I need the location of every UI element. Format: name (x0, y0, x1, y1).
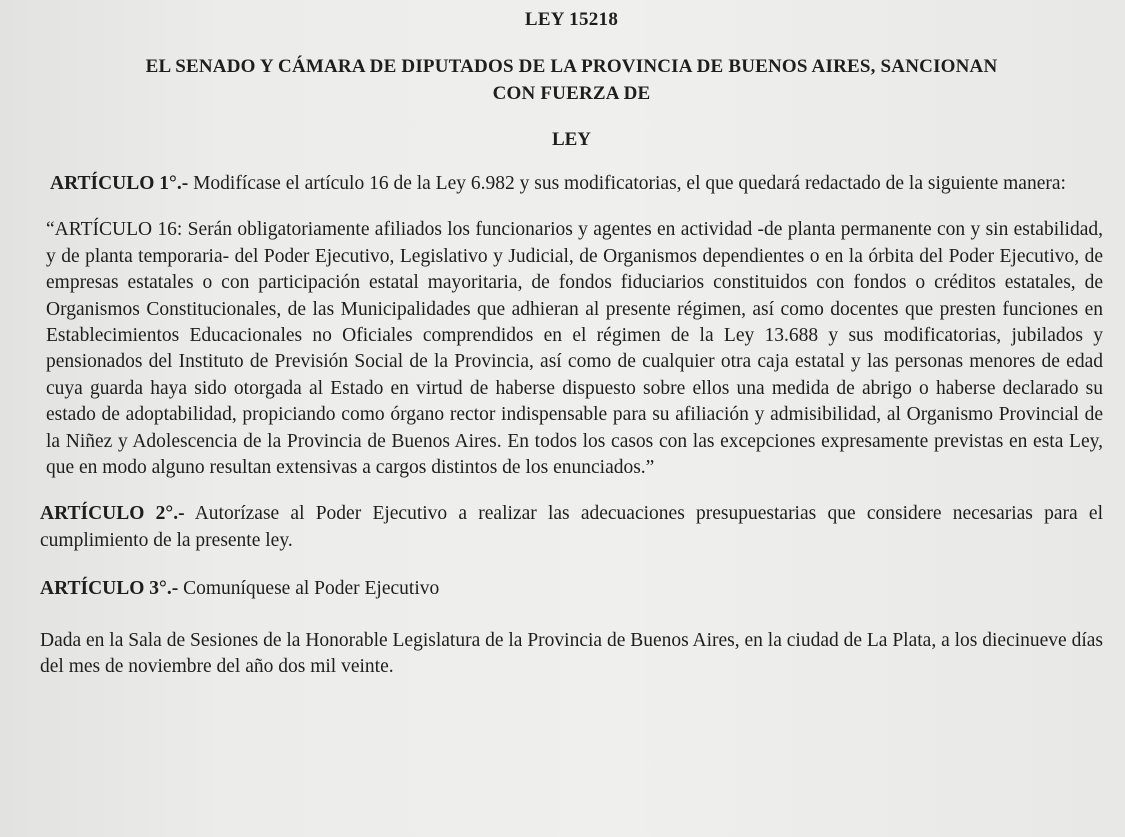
quoted-article-16: “ARTÍCULO 16: Serán obligatoriamente afiliados los funcionarios y agentes en actividad -de planta permanente con y sin estabilidad, y de planta temporaria- del Poder Ejecutivo, Legislativo y Judicial, de Organismos dependientes o en la órbita del Poder Ejecutivo, de empresas estatales o con participación estatal mayoritaria, de fondos fiduciarios constituidos con fondos o créditos estatales, de Organismos Constitucionales, de las Municipalidades que adhieran al presente régimen, así como docentes que presten funciones en Establecimientos Educacionales no Oficiales comprendidos en el régimen de la Ley 13.688 y sus modificatorias, jubilados y pensionados del Instituto de Previsión Social de la Provincia, así como de cualquier otra caja estatal y las personas menores de edad cuya guarda haya sido otorgada al Estado en virtud de haberse dispuesto sobre ellos una medida de abrigo o haberse declarado su estado de adoptabilidad, propiciando como órgano rector indispensable para su afiliación y admisibilidad, al Organismo Provincial de la Niñez y Adolescencia de la Provincia de Buenos Aires. En todos los casos con las excepciones expresamente previstas en esta Ley, que en modo alguno resultan extensivas a cargos distintos de los enunciados.” (46, 219, 1103, 479)
article-3-label: ARTÍCULO 3°.- (40, 578, 179, 600)
article-1-label: ARTÍCULO 1°.- (50, 173, 189, 194)
article-2 (40, 501, 1103, 554)
article-3-text: Comuníquese al Poder Ejecutivo (178, 578, 440, 600)
article-1 (40, 171, 1103, 197)
article-3 (40, 576, 1103, 602)
article-2-label: ARTÍCULO 2°.- (40, 503, 185, 525)
article-2-text: Autorízase al Poder Ejecutivo a realizar las adecuaciones presupuestarias que considere necesarias para el cumplimiento de la presente ley. (40, 503, 1103, 551)
article-1-text: Modifícase el artículo 16 de la Ley 6.982 y sus modificatorias, el que quedará redactado de la siguiente manera: (188, 173, 1066, 194)
closing-statement: Dada en la Sala de Sesiones de la Honorable Legislatura de la Provincia de Buenos Aires, en la ciudad de La Plata, a los diecinueve días del mes de noviembre del año dos mil veinte. (40, 629, 1103, 678)
law-number: LEY 15218 (524, 9, 619, 30)
ley-label: LEY (551, 129, 592, 150)
enactment-heading: EL SENADO Y CÁMARA DE DIPUTADOS DE LA PROVINCIA DE BUENOS AIRES, SANCIONAN CON FUERZA DE (145, 56, 998, 104)
